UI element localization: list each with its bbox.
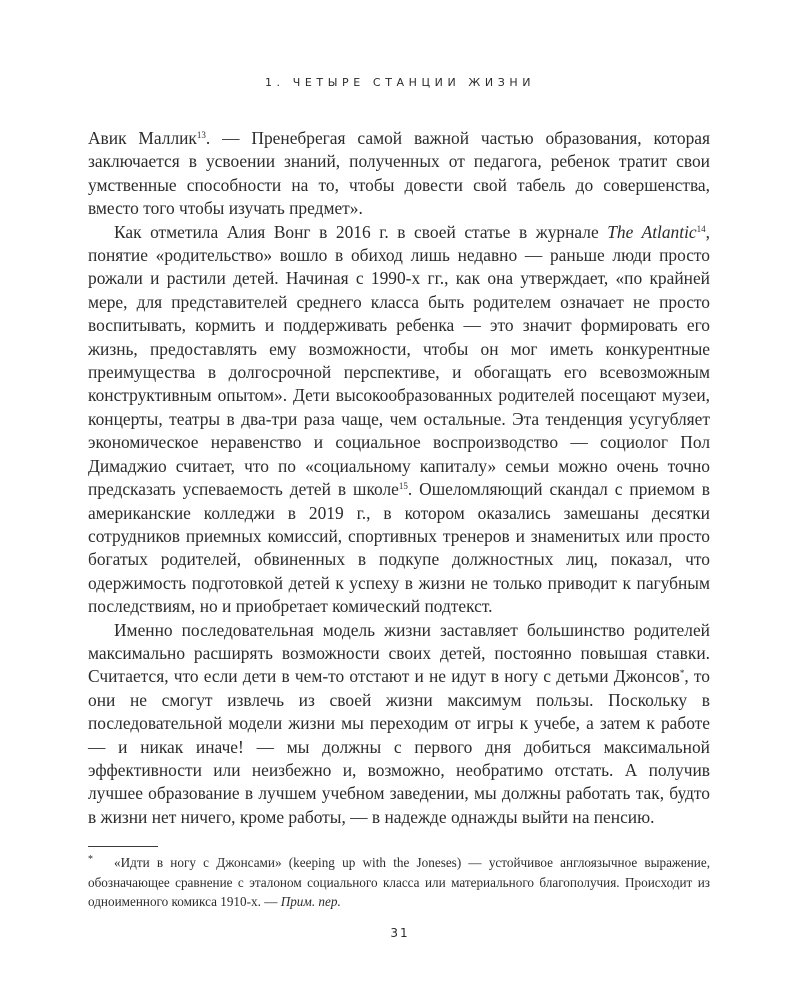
footnote-ref: 14 [696,223,706,234]
paragraph-text: . Ошеломляющий скандал с приемом в американские колледжи в 2019 г., в котором оказались замешаны десятки сотрудников приемных комиссий, спортивных тренеров и знаменитых или просто богатых родителей, обвиненных в подкупе должностных лиц, показал, что одержимость подготовкой детей к успеху в жизни не только приводит к пагубным последствиям, но и приобретает комический подтекст. [88,479,710,617]
body-text [88,127,710,829]
paragraph [88,221,710,619]
paragraph-text: , то они не смогут извлечь из своей жизни максимум пользы. Поскольку в последовательной модели жизни мы переходим от игры к учебе, а затем к работе — и никак иначе! — мы должны с первого дня добиться максимальной эффективности или неизбежно и, возможно, необратимо отстать. А получив лучшее образование в лучшем учебном заведении, мы должны работать так, будто в жизни нет ничего, кроме работы, — в надежде однажды выйти на пенсию. [88,666,710,827]
italic-text: The Atlantic [607,221,697,242]
footnote-rule [88,846,158,847]
paragraph [88,127,710,221]
page-number: 31 [390,926,410,940]
paragraph-text: Как отметила Алия Вонг в 2016 г. в своей статье в журнале [114,221,608,242]
footnote-italic: Прим. пер. [280,894,341,909]
footnote-mark: * [88,854,93,865]
running-head: 1. ЧЕТЫРЕ СТАНЦИИ ЖИЗНИ [264,76,536,89]
paragraph [88,619,710,830]
paragraph-text: , понятие «родительство» вошло в обиход лишь недавно — раньше люди просто рожали и растили детей. Начиная с 1990-х гг., как она утверждает, «по крайней мере, для представителей среднего класса быть родителем означает не просто воспитывать, кормить и поддерживать ребенка — это значит формировать его жизнь, предоставлять ему возможности, чтобы он мог иметь конкурентные преимущества в долгосрочной перспективе, и обогащать его всевозможным конструктивным опытом». Дети высокообразованных родителей посещают музеи, концерты, театры в два-три раза чаще, чем остальные. Эта тенденция усугубляет экономическое неравенство и социальное воспроизводство — социолог Пол Димаджио считает, что по «социальному капиталу» семьи можно очень точно предсказать успеваемость детей в школе [88,221,710,500]
footnote-ref: * [679,668,685,679]
footnote [88,853,710,912]
footnote-body [88,853,710,912]
paragraph-text: Авик Маллик [88,128,197,148]
paragraph-text: . — Пренебрегая самой важной частью образования, которая заключается в усвоении знаний, полученных от педагога, ребенок тратит свои умственные способности на то, чтобы довести свой табель до совершенства, вместо того чтобы изучать предмет». [88,128,710,219]
paragraph-text: Именно последовательная модель жизни заставляет большинство родителей максимально расширять возможности своих детей, постоянно повышая ставки. Считается, что если дети в чем-то отстают и не идут в ногу с детьми Джонсов [88,619,710,687]
footnote-ref: 13 [196,130,206,140]
footnote-text: «Идти в ногу с Джонсами» (keeping up with the Joneses) — устойчивое англоязычное выражение, обозначающее сравнение с эталоном социального класса или материального благополучия. Происходит из одноименного комикса 1910-х. — [88,855,710,909]
footnote-ref: 15 [398,481,408,492]
